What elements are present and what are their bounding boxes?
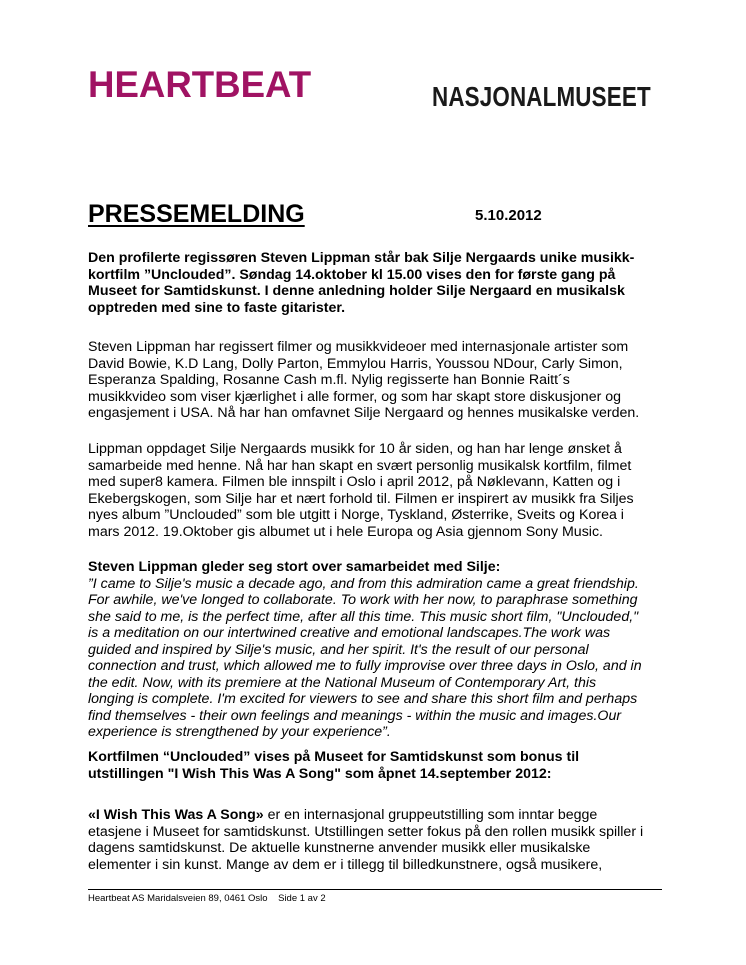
body-line: samarbeide med henne. Nå har han skapt en svært personlig musikalsk kortfilm, filmet [88, 457, 632, 474]
page-title: PRESSEMELDING [88, 200, 305, 228]
bonus-heading [88, 749, 668, 782]
quote-line: For awhile, we've longed to collaborate. To work with her now, to paraphrase something [88, 592, 638, 608]
quote-line: connection and trust, which allowed me to fully improvise over three days in Oslo, and in [88, 658, 642, 674]
footer-divider [88, 889, 662, 890]
quote-line: guided and inspired by Silje's music, and her spirit. It's the result of our personal [88, 641, 589, 658]
body-line: Steven Lippman har regissert filmer og musikkvideoer med internasjonale artister som [88, 339, 629, 355]
body-line: musikkvideo som viser kjærlighet i alle former, og som har skapt store diskusjoner og [88, 388, 622, 405]
paragraph-lippman-career [88, 339, 668, 422]
quote-heading: Steven Lippman gleder seg stort over samarbeidet med Silje: [88, 559, 501, 575]
quote-line: experience is strengthened by your experience”. [88, 724, 391, 740]
paragraph-collaboration [88, 441, 668, 540]
quote-line: ”I came to Silje's music a decade ago, and from this admiration came a great friendship. [88, 575, 639, 592]
page-footer: Heartbeat AS Maridalsveien 89, 0461 Oslo Side 1 av 2 [88, 893, 326, 904]
intro-line: Den profilerte regissøren Steven Lippman står bak Silje Nergaards unike musikk- [88, 250, 635, 266]
body-line: David Bowie, K.D Lang, Dolly Parton, Emmylou Harris, Youssou NDour, Carly Simon, [88, 355, 623, 372]
body-line: med super8 kamera. Filmen ble innspilt i Oslo i april 2012, på Nøklevann, Katten og i [88, 474, 621, 490]
bonus-heading-line: utstillingen "I Wish This Was A Song" som åpnet 14.september 2012: [88, 765, 552, 782]
bonus-heading-line: Kortfilmen “Unclouded” vises på Museet for Samtidskunst som bonus til [88, 749, 580, 765]
exhibit-text: er en internasjonal gruppeutstilling som inntar begge [263, 807, 598, 823]
body-line: nyes album ”Unclouded” som ble utgitt i Norge, Tyskland, Østerrike, Sveits og Korea i [88, 507, 624, 523]
body-line: mars 2012. 19.Oktober gis albumet ut i hele Europa og Asia gjennom Sony Music. [88, 523, 603, 540]
body-line: dagens samtidskunst. De aktuelle kunstnerne anvender musikk eller musikalske [88, 840, 591, 856]
quote-line: the edit. Now, with its premiere at the National Museum of Contemporary Art, this [88, 674, 597, 691]
press-release-date: 5.10.2012 [475, 207, 542, 224]
body-line: Ekebergskogen, som Silje har et nært forhold til. Filmen er inspirert av musikk fra Siljes [88, 490, 634, 507]
body-line: etasjene i Museet for samtidskunst. Utstillingen setter fokus på den rollen musikk spiller i [88, 823, 644, 840]
quote-section [88, 559, 668, 741]
intro-line: opptreden med sine to faste gitarister. [88, 299, 346, 316]
body-line: elementer i sin kunst. Mange av dem er i tillegg til billedkunstnere, også musikere, [88, 856, 603, 873]
paragraph-exhibition [88, 807, 668, 873]
nasjonalmuseet-logo: NASJONALMUSEET [432, 81, 651, 112]
intro-line: kortfilm ”Unclouded”. Søndag 14.oktober kl 15.00 vises den for første gang på [88, 266, 616, 283]
quote-line: she said to me, is the perfect time, after all this time. This music short film, "Unclouded," [88, 608, 639, 625]
quote-line: is a meditation on our intertwined creative and emotional landscapes.The work was [88, 625, 611, 641]
body-line: engasjement i USA. Nå har han omfavnet Silje Nergaard og hennes musikalske verden. [88, 405, 640, 421]
body-line: Lippman oppdaget Silje Nergaards musikk for 10 år siden, og han har lenge ønsket å [88, 441, 622, 457]
quote-line: longing is complete. I'm excited for viewers to see and share this short film and perhaps [88, 691, 638, 707]
exhibit-first-line [88, 807, 668, 824]
exhibit-title: «I Wish This Was A Song» [88, 807, 264, 823]
intro-paragraph [88, 250, 668, 316]
body-line: Esperanza Spalding, Rosanne Cash m.fl. Nylig regisserte han Bonnie Raitt´s [88, 372, 570, 388]
heartbeat-logo: HEARTBEAT [88, 64, 312, 105]
intro-line: Museet for Samtidskunst. I denne anledning holder Silje Nergaard en musikalsk [88, 283, 625, 299]
quote-line: find themselves - their own feelings and meanings - within the music and images.Our [88, 707, 622, 724]
